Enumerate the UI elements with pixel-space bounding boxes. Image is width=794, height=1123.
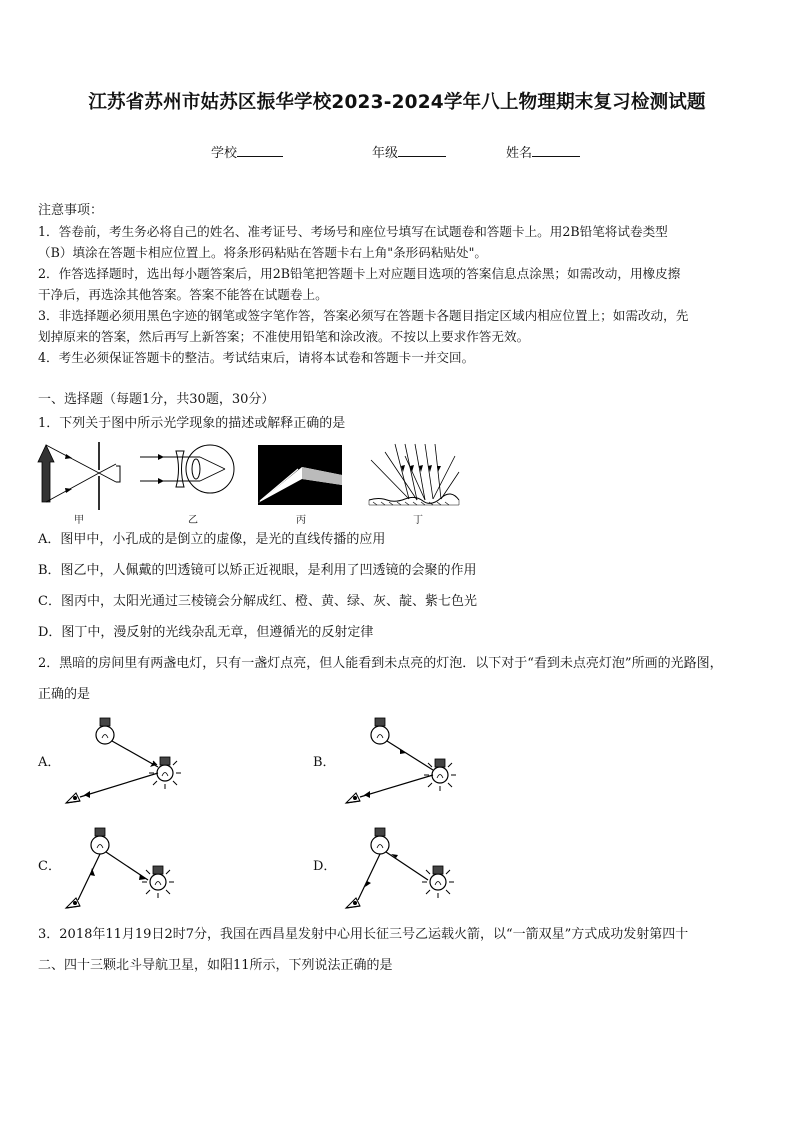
q1-stem: 1．下列关于图中所示光学现象的描述或解释正确的是 bbox=[38, 416, 346, 431]
q2-stem-line1: 2．黑暗的房间里有两盏电灯，只有一盏灯点亮，但人能看到未点亮的灯泡．以下对于“看到未点亮灯泡”所画的光路图， bbox=[38, 656, 723, 671]
q1-option-b[interactable]: B．图乙中，人佩戴的凹透镜可以矫正近视眼，是利用了凹透镜的会聚的作用 bbox=[38, 563, 477, 578]
name-label: 姓名 bbox=[506, 146, 533, 161]
note-line: 4．考生必须保证答题卡的整洁。考试结束后，请将本试卷和答题卡一并交回。 bbox=[38, 350, 475, 365]
section-heading: 一、选择题（每题1分，共30题，30分） bbox=[38, 392, 275, 407]
q2-option-d-label[interactable]: D． bbox=[313, 859, 337, 874]
note-line: 2．作答选择题时，选出每小题答案后，用2B铅笔把答题卡上对应题目选项的答案信息点涂黑；如需改动，用橡皮擦 bbox=[38, 266, 681, 281]
figure-caption: 乙 bbox=[188, 515, 198, 526]
note-line: 划掉原来的答案，然后再写上新答案；不准使用铅笔和涂改液。不按以上要求作答无效。 bbox=[38, 329, 530, 344]
note-line: （B）填涂在答题卡相应位置上。将条形码粘贴在答题卡右上角"条形码粘贴处"。 bbox=[38, 245, 488, 260]
name-blank[interactable] bbox=[532, 144, 580, 157]
q2-stem-line2: 正确的是 bbox=[38, 687, 91, 702]
q1-option-a[interactable]: A．图甲中，小孔成的是倒立的虚像，是光的直线传播的应用 bbox=[38, 532, 386, 547]
q2-option-b-label[interactable]: B． bbox=[313, 755, 336, 770]
q1-option-d[interactable]: D．图丁中，漫反射的光线杂乱无章，但遵循光的反射定律 bbox=[38, 625, 374, 640]
q2-option-c-label[interactable]: C． bbox=[38, 859, 61, 874]
figure-caption: 丁 bbox=[413, 515, 423, 526]
q2-figure-d bbox=[340, 820, 470, 915]
figure-bing-prism bbox=[258, 445, 342, 505]
q2-figure-b bbox=[340, 715, 470, 810]
q2-figure-c bbox=[60, 820, 190, 915]
grade-blank[interactable] bbox=[398, 144, 446, 157]
grade-label: 年级 bbox=[372, 146, 399, 161]
figure-jia-pinhole bbox=[36, 440, 126, 510]
note-line: 干净后，再选涂其他答案。答案不能答在试题卷上。 bbox=[38, 287, 328, 302]
figure-ding-diffuse-reflection bbox=[365, 442, 461, 507]
school-label: 学校 bbox=[211, 146, 238, 161]
note-line: 3．非选择题必须用黑色字迹的钢笔或签字笔作答，答案必须写在答题卡各题目指定区域内相应位置上；如需改动，先 bbox=[38, 308, 689, 323]
figure-yi-eye-lens bbox=[140, 445, 240, 505]
school-blank[interactable] bbox=[237, 144, 283, 157]
q1-option-c[interactable]: C．图丙中，太阳光通过三棱镜会分解成红、橙、黄、绿、灰、靛、紫七色光 bbox=[38, 594, 477, 609]
note-line: 1．答卷前，考生务必将自己的姓名、准考证号、考场号和座位号填写在试题卷和答题卡上。用2B铅笔将试卷类型 bbox=[38, 224, 668, 239]
notes-heading: 注意事项： bbox=[38, 203, 104, 218]
page-title: 江苏省苏州市姑苏区振华学校2023-2024学年八上物理期末复习检测试题 bbox=[88, 92, 706, 113]
q2-figure-a bbox=[60, 715, 190, 810]
figure-caption: 甲 bbox=[74, 515, 84, 526]
q3-stem-line2: 二、四十三颗北斗导航卫星，如阳11所示，下列说法正确的是 bbox=[38, 958, 393, 973]
school-field bbox=[211, 142, 283, 161]
q2-option-a-label[interactable]: A． bbox=[38, 755, 61, 770]
name-field bbox=[506, 142, 580, 161]
figure-caption: 丙 bbox=[296, 515, 306, 526]
q3-stem-line1: 3．2018年11月19日2时7分，我国在西昌星发射中心用长征三号乙运载火箭，以“一箭双星”方式成功发射第四十 bbox=[38, 927, 689, 942]
grade-field bbox=[372, 142, 446, 161]
